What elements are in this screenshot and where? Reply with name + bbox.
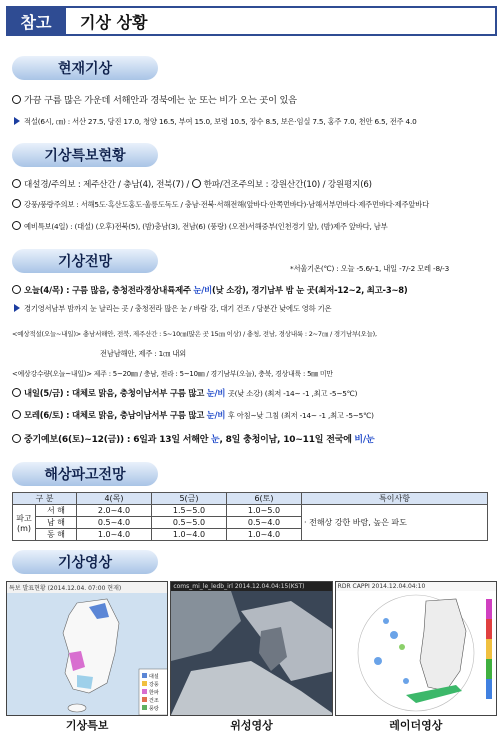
seoul-temperature-note: *서울기온(℃) : 오늘 -5.6/-1, 내일 -7/-2 모레 -8/-3 [290,264,450,273]
radar-image: RDR CAPPI 2014.12.04.04:10 [335,581,497,716]
forecast-dayafter: 모레(6/토) : 대체로 맑음, 충남이남서부 구름 많고 눈/비 후 아침~낮 그침 (최저 -14~ -1 ,최고 -5~5℃) [12,409,374,421]
legend-label: 강풍 [149,682,159,688]
warnings-line-3: 예비특보(4일) : (대설) (오후)전북(5), (밤)충남(3), 전남(6) (풍랑) (오전)서해중부(인천경기 앞), (밤)제주 앞바다, 남부 [12,221,387,232]
forecast-today-detail: 경기영서남부 밤까지 눈 날리는 곳 / 충청전라 많은 눈 / 바람 강, 대기 건조 / 당분간 낮에도 영하 기온 [12,304,331,314]
expected-snowfall-cont: 전남남해안, 제주 : 1㎝ 내외 [100,349,187,358]
triangle-icon [14,117,20,125]
caption-satellite: 위성영상 [230,719,273,732]
expected-rainfall: <예상강수량(오늘~내일)> 제주 : 5~20㎜ / 충남, 전라 : 5~10㎜ / 경기남부(오늘), 충북, 경상내륙 : 5㎜ 미만 [12,370,333,378]
reference-tag: 참고 [6,6,66,36]
caption-warning-map: 기상특보 [65,719,109,732]
warning-map-image: 특보 발표현황 (2014.12.04. 07:00 현재) 대설 강풍 한파 건조 풍랑 [6,581,168,716]
expected-snowfall: <예상적설(오늘~내일)> 충남서해안, 전북, 제주산간 : 5~10㎝(많은 곳 15㎝ 이상) / 충청, 전남, 경상내륙 : 2~7㎝ / 경기남부(오늘), [12,330,377,338]
section-sea-heading: 해상파고전망 [12,462,158,486]
table-row: 동 해 1.0~4.0 1.0~4.0 1.0~4.0 [13,529,488,541]
satellite-image: coms_mi_le_ledb_irl 2014.12.04.04:15(KST) [170,581,332,716]
section-warnings-heading: 기상특보현황 [12,143,158,167]
caption-radar: 레이더영상 [389,719,443,732]
warnings-line-2: 강풍/풍랑주의보 : 서해5도·흑산도홍도·울릉도독도 / 충남·전북·서해전해(앞바다·안쪽먼바다)·남해서부먼바다·제주먼바다·제주앞바다 [12,199,429,210]
section-current-heading: 현재기상 [12,56,158,80]
table-row: 파고(m) 서 해 2.0~4.0 1.5~5.0 1.0~5.0 · 전해상 강한 바람, 높은 파도 [13,505,488,517]
image-captions [6,717,497,733]
table-row: 남 해 0.5~4.0 0.5~5.0 0.5~4.0 [13,517,488,529]
radar-map [336,591,497,715]
korea-warning-map [7,593,168,716]
legend-label: 풍랑 [149,706,159,712]
current-summary: 가끔 구름 많은 가운데 서해안과 경북에는 눈 또는 비가 오는 곳이 있음 [12,92,297,106]
legend-label: 한파 [149,690,159,696]
legend-label: 건조 [149,698,159,704]
section-images-heading: 기상영상 [12,550,158,574]
warnings-line-1: 대설경/주의보 : 제주산간 / 충남(4), 전북(7) / 한파/건조주의보 : 강원산간(10) / 강원평지(6) [12,178,372,190]
forecast-today: 오늘(4/목) : 구름 많음, 충청전라경상내륙제주 눈/비(낮 소강), 경기남부 밤 눈 곳(최저-12~2, 최고-3~8) [12,284,408,296]
section-forecast-heading: 기상전망 [12,249,158,273]
wave-height-table [12,492,488,541]
title-bar [6,6,497,36]
legend-label: 대설 [149,674,159,680]
page-title: 기상 상황 [66,6,497,36]
snowfall-line: 적설(6시, ㎝) : 서산 27.5, 당진 17.0, 청양 16.5, 부여 15.0, 보령 10.5, 장수 8.5, 보은·임실 7.5, 홍주 7.0, 천안 6.5, 전주 4.0 [12,117,417,127]
forecast-midterm: 중기예보(6(토)~12(금)) : 6일과 13일 서해안 눈, 8일 충청이남, 10~11일 전국에 비/눈 [12,432,374,445]
table-header-row: 구 분 4(목) 5(금) 6(토) 특이사항 [13,493,488,505]
weather-image-row [6,581,497,716]
satellite-clouds [171,591,332,715]
forecast-tomorrow: 내일(5/금) : 대체로 맑음, 충청이남서부 구름 많고 눈/비 곳(낮 소강) (최저 -14~ -1 ,최고 -5~5℃) [12,387,357,399]
bullet-icon [12,95,21,104]
